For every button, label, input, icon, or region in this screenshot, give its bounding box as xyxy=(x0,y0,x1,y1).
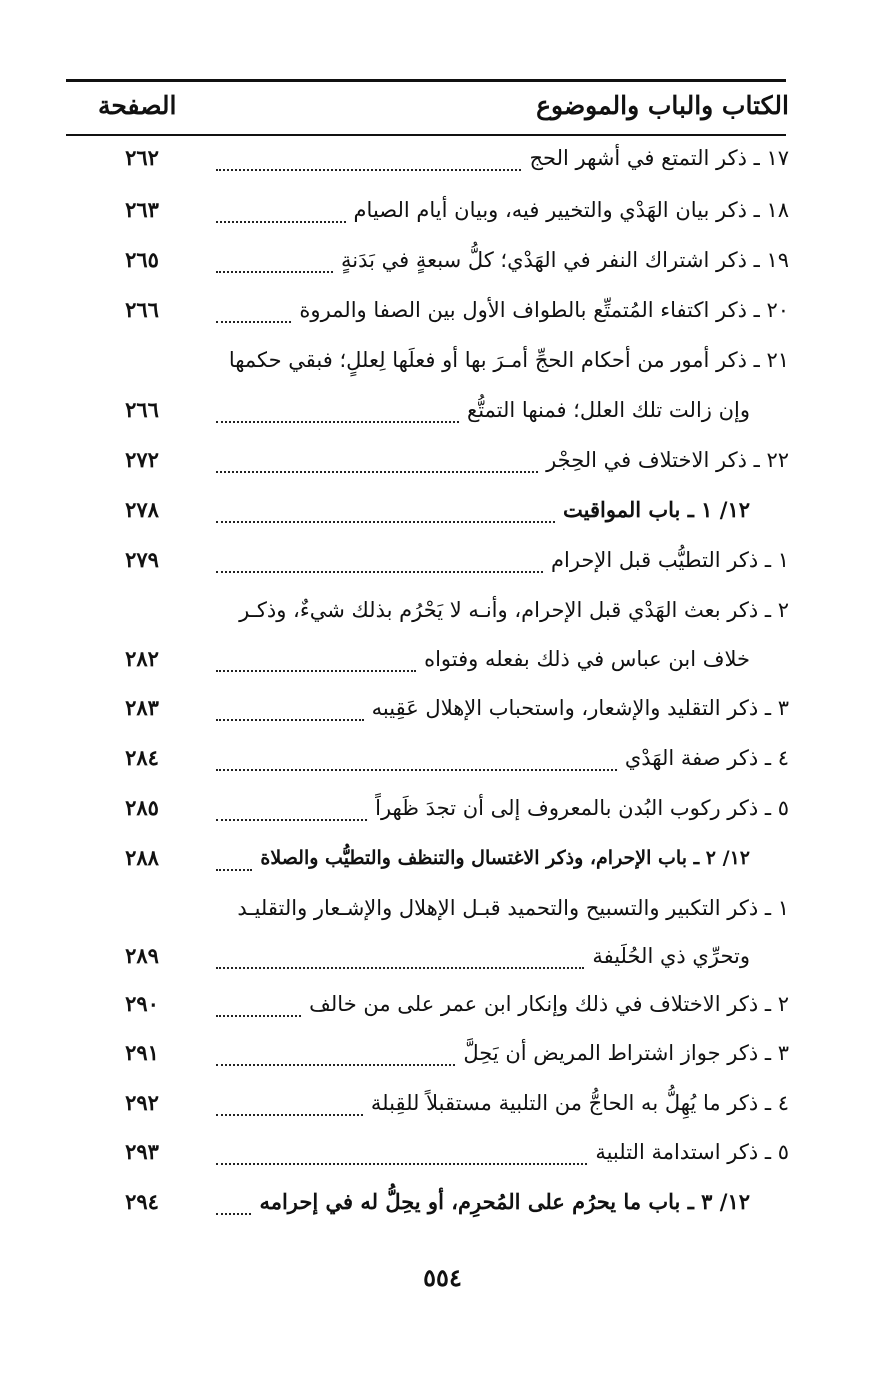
entry-title: خلاف ابن عباس في ذلك بفعله وفتواه xyxy=(424,647,750,671)
leader-dots xyxy=(216,549,543,573)
header-rule xyxy=(66,134,786,136)
leader-dots xyxy=(216,1191,251,1215)
toc-entry-line[interactable] xyxy=(0,340,885,380)
toc-entry[interactable] xyxy=(0,540,885,580)
leader-dots xyxy=(216,648,416,672)
entry-page: ٢٨٩ xyxy=(125,943,159,968)
entry-page: ٢٩٤ xyxy=(125,1189,159,1214)
toc-entry[interactable] xyxy=(0,440,885,480)
entry-page: ٢٦٣ xyxy=(125,197,159,222)
leader-dots xyxy=(216,1092,363,1116)
entry-title: ١ ـ ذكر التطيُّب قبل الإحرام xyxy=(551,548,789,572)
entry-page: ٢٩٠ xyxy=(125,991,159,1016)
entry-title: ١٩ ـ ذكر اشتراك النفر في الهَدْي؛ كلُّ سبعةٍ في بَدَنةٍ xyxy=(340,248,789,272)
top-rule xyxy=(66,79,786,82)
leader-dots xyxy=(216,299,291,323)
toc-entry[interactable] xyxy=(0,788,885,828)
entry-title: ٣ ـ ذكر التقليد والإشعار، واستحباب الإهلال عَقِيبه xyxy=(371,696,789,720)
entry-title: ٢ ـ ذكر بعث الهَدْي قبل الإحرام، وأنـه لا يَحْرُم بذلك شيءٌ، وذكـر xyxy=(239,598,789,622)
toc-entry-line[interactable] xyxy=(0,888,885,928)
entry-title: ١٧ ـ ذكر التمتع في أشهر الحج xyxy=(529,146,789,170)
toc-entry[interactable] xyxy=(0,290,885,330)
toc-chapter[interactable] xyxy=(0,838,885,878)
entry-page: ٢٨٢ xyxy=(125,646,159,671)
entry-title: ٣ ـ ذكر جواز اشتراط المريض أن يَحِلَّ xyxy=(463,1041,789,1065)
leader-dots xyxy=(216,993,301,1017)
entry-title: وتحرِّي ذي الحُلَيفة xyxy=(592,944,750,968)
entry-page: ٢٦٦ xyxy=(125,297,159,322)
leader-dots xyxy=(216,1141,587,1165)
toc-chapter[interactable] xyxy=(0,1182,885,1222)
toc-entry[interactable] xyxy=(0,984,885,1024)
leader-dots xyxy=(216,499,555,523)
leader-dots xyxy=(216,945,584,969)
leader-dots xyxy=(216,797,367,821)
toc-entry-line[interactable] xyxy=(0,590,885,630)
toc-entry[interactable] xyxy=(0,240,885,280)
toc-entry-continuation[interactable] xyxy=(0,390,885,430)
entry-title: ٢٠ ـ ذكر اكتفاء المُتمتِّع بالطواف الأول بين الصفا والمروة xyxy=(299,298,789,322)
page-number: ٥٥٤ xyxy=(423,1263,462,1292)
entry-title: ٥ ـ ذكر استدامة التلبية xyxy=(595,1140,789,1164)
entry-page: ٢٨٨ xyxy=(125,845,159,870)
leader-dots xyxy=(216,399,459,423)
entry-title: ١ ـ ذكر التكبير والتسبيح والتحميد قبـل الإهلال والإشـعار والتقليـد xyxy=(237,896,789,920)
leader-dots xyxy=(216,747,617,771)
entry-page xyxy=(112,888,172,928)
column-header-page: الصفحة xyxy=(98,91,177,120)
entry-title: ٢ ـ ذكر الاختلاف في ذلك وإنكار ابن عمر على من خالف xyxy=(309,992,789,1016)
chapter-title: ١٢/ ٣ ـ باب ما يحرُم على المُحرِم، أو يحِلُّ له في إحرامه xyxy=(259,1189,750,1214)
entry-title: ٤ ـ ذكر صفة الهَدْي xyxy=(624,746,789,770)
toc-entry[interactable] xyxy=(0,1033,885,1073)
toc-entry[interactable] xyxy=(0,190,885,230)
leader-dots xyxy=(216,449,538,473)
toc-entry[interactable] xyxy=(0,688,885,728)
entry-page xyxy=(112,590,172,630)
leader-dots xyxy=(216,249,333,273)
leader-dots xyxy=(216,697,364,721)
entry-page: ٢٦٦ xyxy=(125,397,159,422)
entry-page: ٢٨٣ xyxy=(125,695,159,720)
entry-page: ٢٧٨ xyxy=(125,497,159,522)
entry-page xyxy=(112,340,172,380)
chapter-title: ١٢/ ١ ـ باب المواقيت xyxy=(563,497,750,522)
entry-title: ١٨ ـ ذكر بيان الهَدْي والتخيير فيه، وبيان أيام الصيام xyxy=(353,198,789,222)
toc-entry[interactable] xyxy=(0,1132,885,1172)
entry-page: ٢٦٢ xyxy=(125,145,159,170)
entry-page: ٢٧٢ xyxy=(125,447,159,472)
entry-page: ٢٩٣ xyxy=(125,1139,159,1164)
toc-entry-continuation[interactable] xyxy=(0,639,885,679)
toc-chapter[interactable] xyxy=(0,490,885,530)
entry-page: ٢٩١ xyxy=(125,1040,159,1065)
toc-entry[interactable] xyxy=(0,738,885,778)
leader-dots xyxy=(216,199,346,223)
entry-title: ٢٢ ـ ذكر الاختلاف في الحِجْر xyxy=(546,448,789,472)
entry-title: ٤ ـ ذكر ما يُهِلُّ به الحاجُّ من التلبية مستقبلاً للقِبلة xyxy=(370,1091,789,1115)
entry-title: وإن زالت تلك العلل؛ فمنها التمتُّع xyxy=(467,398,750,422)
entry-page: ٢٨٤ xyxy=(125,745,159,770)
toc-entry[interactable] xyxy=(0,1083,885,1123)
entry-title: ٢١ ـ ذكر أمور من أحكام الحجِّ أمـرَ بها أو فعلَها لِعللٍ؛ فبقي حكمها xyxy=(228,348,789,372)
entry-page: ٢٧٩ xyxy=(125,547,159,572)
entry-title: ٥ ـ ذكر ركوب البُدن بالمعروف إلى أن تجدَ ظَهراً xyxy=(375,796,789,820)
toc-entry-continuation[interactable] xyxy=(0,936,885,976)
leader-dots xyxy=(216,147,521,171)
chapter-title: ١٢/ ٢ ـ باب الإحرام، وذكر الاغتسال والتنظف والتطيُّب والصلاة xyxy=(260,847,750,869)
entry-page: ٢٩٢ xyxy=(125,1090,159,1115)
toc-entry[interactable] xyxy=(0,138,885,178)
entry-page: ٢٦٥ xyxy=(125,247,159,272)
leader-dots xyxy=(216,847,252,871)
leader-dots xyxy=(216,1042,455,1066)
entry-page: ٢٨٥ xyxy=(125,795,159,820)
column-header-topic: الكتاب والباب والموضوع xyxy=(536,91,789,120)
